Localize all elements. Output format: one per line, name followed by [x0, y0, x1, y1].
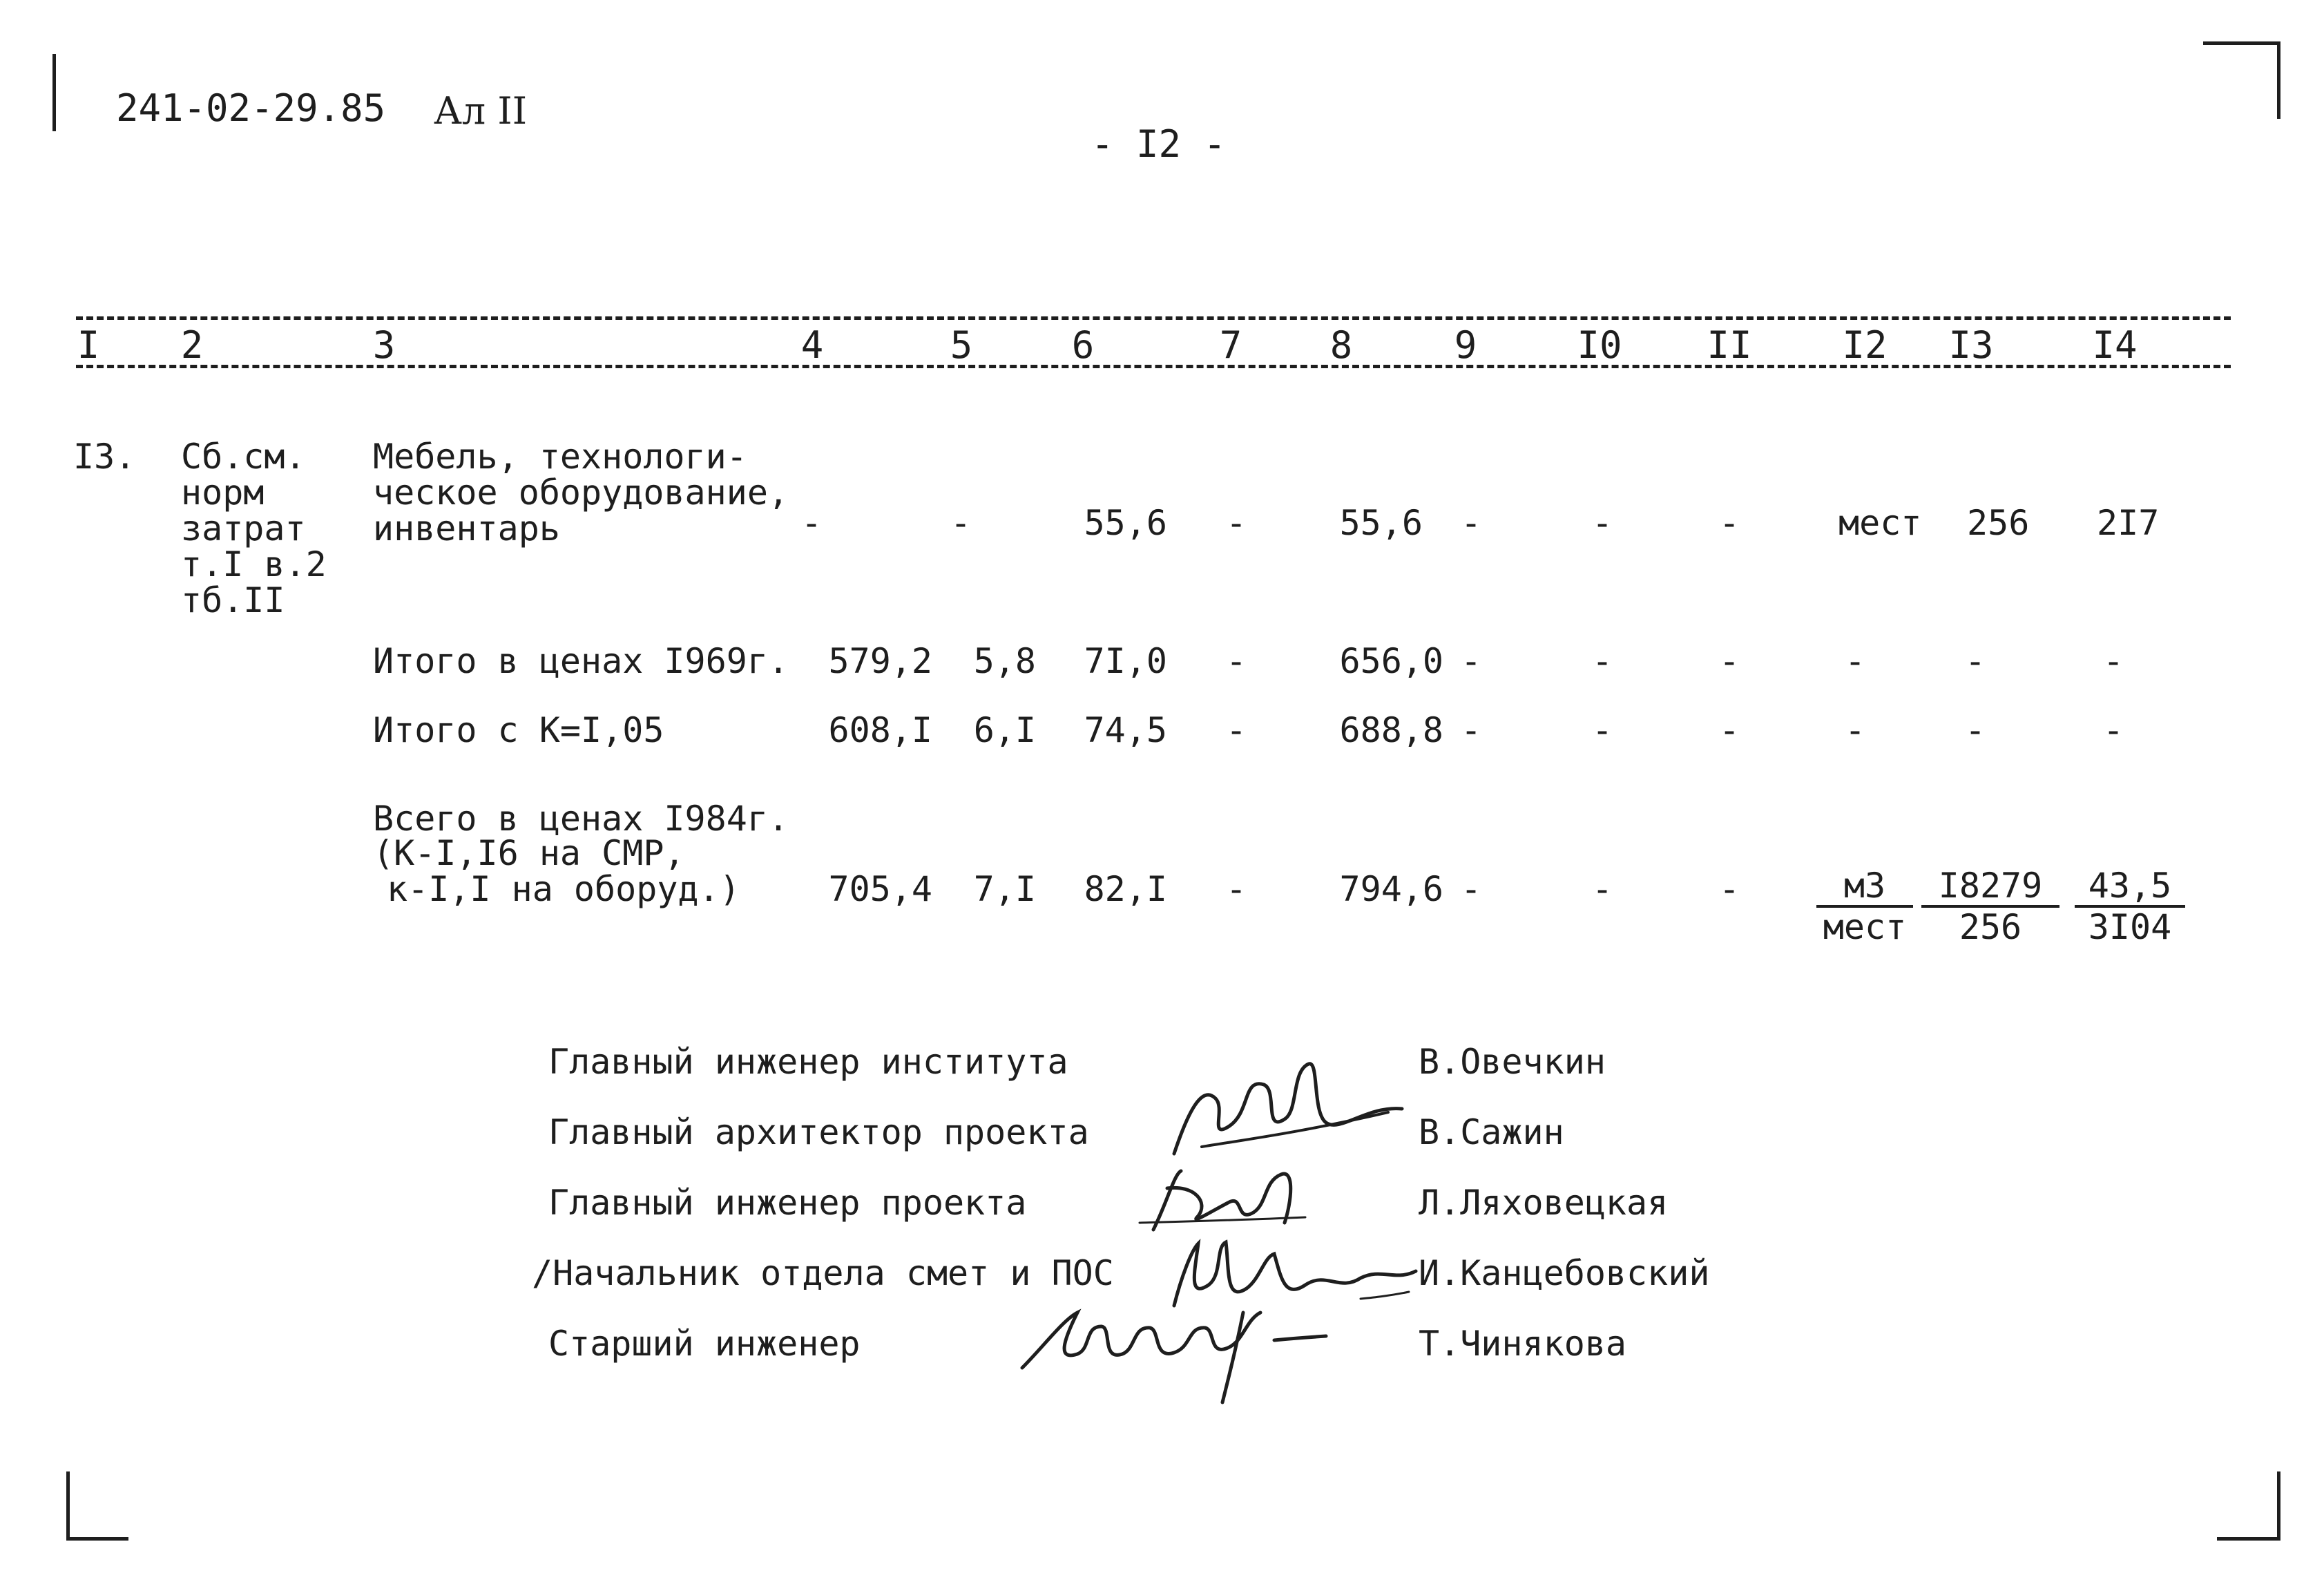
column-number-4: 4 — [800, 323, 824, 367]
total-k105-col4: 608,I — [828, 710, 932, 750]
total-1969-col12: - — [1844, 641, 1866, 681]
signature-name: В.Сажин — [1419, 1112, 1564, 1152]
item-source-line: затрат — [181, 508, 306, 549]
bottom-left-corner-h — [66, 1537, 128, 1541]
signature-role: Старший инженер — [548, 1324, 861, 1364]
item-source-line: т.I в.2 — [181, 544, 327, 584]
page-number: - I2 - — [1091, 122, 1227, 166]
bottom-left-corner-v — [66, 1471, 70, 1541]
column-number-12: I2 — [1842, 323, 1888, 367]
signature-name: Т.Чинякова — [1419, 1324, 1627, 1364]
handwritten-signature-2 — [1133, 1161, 1312, 1237]
total-k105-col8: 688,8 — [1339, 710, 1443, 750]
item-col11: - — [1718, 503, 1740, 543]
document-code: 241-02-29.85 — [116, 86, 386, 130]
column-number-2: 2 — [180, 323, 204, 367]
fraction-numerator: м3 — [1816, 868, 1913, 908]
total-1969-col11: - — [1718, 641, 1740, 681]
total-1969-col6: 7I,0 — [1084, 641, 1167, 681]
column-number-10: I0 — [1577, 323, 1622, 367]
grand-total-col13-fraction — [1921, 868, 2059, 945]
fraction-numerator: I8279 — [1921, 868, 2059, 908]
item-col9: - — [1460, 503, 1482, 543]
grand-total-col7: - — [1225, 869, 1247, 909]
header-rule-top — [76, 316, 2231, 320]
grand-total-col9: - — [1460, 869, 1482, 909]
grand-total-col6: 82,I — [1084, 869, 1167, 909]
total-1969-label: Итого в ценах I969г. — [373, 641, 789, 681]
handwritten-signature-1 — [1160, 1057, 1409, 1168]
total-k105-col7: - — [1225, 710, 1247, 750]
fraction-denominator: мест — [1823, 907, 1907, 947]
signature-role: /Начальник отдела смет и ПОС — [532, 1253, 1114, 1293]
grand-total-label-line: Всего в ценах I984г. — [373, 799, 789, 839]
top-right-corner-h — [2203, 41, 2280, 45]
signature-name: И.Канцебовский — [1419, 1253, 1710, 1293]
column-number-3: 3 — [372, 323, 396, 367]
item-col8: 55,6 — [1339, 503, 1423, 543]
item-name-line: ческое оборудование, — [373, 473, 789, 513]
fraction-denominator: 256 — [1959, 907, 2022, 947]
total-1969-col9: - — [1460, 641, 1482, 681]
item-col14: 2I7 — [2097, 503, 2160, 543]
grand-total-col11: - — [1718, 869, 1740, 909]
header-rule-bottom — [76, 365, 2231, 368]
fraction-denominator: 3I04 — [2088, 907, 2172, 947]
total-k105-col12: - — [1844, 710, 1866, 750]
signature-name: Л.Ляховецкая — [1419, 1183, 1669, 1223]
bottom-right-corner-h — [2217, 1537, 2280, 1541]
column-number-11: II — [1707, 323, 1752, 367]
total-1969-col5: 5,8 — [973, 641, 1036, 681]
item-number: I3. — [73, 437, 136, 477]
column-number-9: 9 — [1454, 323, 1477, 367]
bottom-right-corner-v — [2277, 1471, 2280, 1541]
column-number-5: 5 — [950, 323, 973, 367]
item-source-line: тб.II — [181, 580, 285, 620]
grand-total-col14-fraction — [2075, 868, 2185, 945]
total-k105-col10: - — [1591, 710, 1613, 750]
column-number-13: I3 — [1948, 323, 1994, 367]
total-1969-col10: - — [1591, 641, 1613, 681]
total-1969-col14: - — [2102, 641, 2124, 681]
item-col12-unit: мест — [1838, 503, 1922, 543]
item-col4: - — [800, 503, 823, 543]
grand-total-col5: 7,I — [973, 869, 1036, 909]
item-col13: 256 — [1967, 503, 2030, 543]
item-source-line: норм — [181, 473, 265, 513]
column-number-7: 7 — [1219, 323, 1242, 367]
signature-role: Главный архитектор проекта — [548, 1112, 1089, 1152]
total-1969-col8: 656,0 — [1339, 641, 1443, 681]
item-col5: - — [950, 503, 972, 543]
signature-role: Главный инженер проекта — [548, 1183, 1027, 1223]
total-k105-col14: - — [2102, 710, 2124, 750]
signature-name: В.Овечкин — [1419, 1042, 1606, 1082]
grand-total-col10: - — [1591, 869, 1613, 909]
item-source-line: Сб.см. — [181, 437, 306, 477]
grand-total-col4: 705,4 — [828, 869, 932, 909]
handwritten-signature-4 — [1015, 1299, 1333, 1409]
left-edge-mark — [52, 54, 56, 131]
column-number-6: 6 — [1071, 323, 1095, 367]
fraction-numerator: 43,5 — [2075, 868, 2185, 908]
top-right-corner-v — [2277, 41, 2280, 119]
total-1969-col4: 579,2 — [828, 641, 932, 681]
column-number-14: I4 — [2092, 323, 2138, 367]
column-number-1: I — [77, 323, 100, 367]
grand-total-col8: 794,6 — [1339, 869, 1443, 909]
item-name-line: Мебель, технологи- — [373, 437, 747, 477]
item-col7: - — [1225, 503, 1247, 543]
total-k105-col6: 74,5 — [1084, 710, 1167, 750]
item-col6: 55,6 — [1084, 503, 1167, 543]
signature-role: Главный инженер института — [548, 1042, 1068, 1082]
item-name-line: инвентарь — [373, 508, 560, 549]
grand-total-label-line: (К-I,I6 на СМР, — [373, 833, 685, 873]
total-k105-col11: - — [1718, 710, 1740, 750]
grand-total-label-line: к-I,I на оборуд.) — [387, 869, 740, 909]
total-k105-col9: - — [1460, 710, 1482, 750]
item-col10: - — [1591, 503, 1613, 543]
grand-total-col12-fraction — [1816, 868, 1913, 945]
album-number: Ал II — [434, 89, 528, 133]
total-1969-col13: - — [1964, 641, 1986, 681]
total-k105-label: Итого с К=I,05 — [373, 710, 664, 750]
column-number-8: 8 — [1329, 323, 1353, 367]
total-k105-col13: - — [1964, 710, 1986, 750]
total-k105-col5: 6,I — [973, 710, 1036, 750]
total-1969-col7: - — [1225, 641, 1247, 681]
